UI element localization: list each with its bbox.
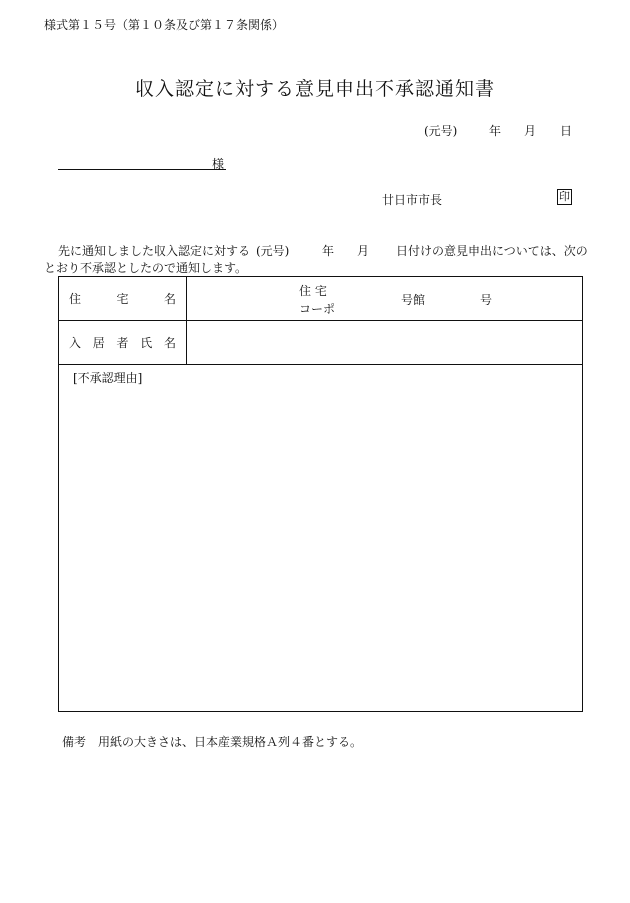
label-char: 居: [92, 336, 105, 350]
note: 備考 用紙の大きさは、日本産業規格Ａ列４番とする。: [62, 735, 363, 749]
addressee-honorific: 様: [212, 157, 225, 171]
label-char: 入: [69, 336, 82, 350]
label-char: 者: [116, 336, 129, 350]
resident-name-cell: [187, 321, 583, 365]
reason-cell: [59, 365, 583, 712]
form-number: 様式第１５号（第１０条及び第１７条関係）: [44, 18, 285, 32]
housing-row: [59, 277, 583, 321]
body-line2: とおり不承認としたので通知します。: [44, 261, 248, 275]
housing-go: 号: [480, 293, 493, 307]
notice-table: [58, 276, 583, 712]
label-char: 宅: [116, 292, 129, 306]
date-year: 年: [489, 124, 502, 138]
seal-mark: 印: [559, 190, 570, 203]
body-rest: 日付けの意見申出については、次の: [396, 244, 588, 258]
housing-gokan: 号館: [401, 293, 426, 307]
body-intro: 先に通知しました収入認定に対する: [58, 244, 251, 258]
label-char: 氏: [140, 336, 153, 350]
label-char: 名: [163, 336, 176, 350]
body-era: (元号): [256, 244, 290, 258]
date-era: (元号): [424, 124, 458, 138]
issuer-name: 廿日市市長: [382, 193, 443, 207]
housing-value-cell: [187, 277, 583, 321]
page-title: 収入認定に対する意見申出不承認通知書: [134, 78, 495, 100]
housing-label: [69, 290, 176, 307]
housing-jutaku: 住 宅: [299, 284, 327, 298]
reason-label: [不承認理由]: [73, 371, 143, 385]
body-month: 月: [357, 244, 370, 258]
date-day: 日: [560, 124, 573, 138]
addressee-line: [58, 169, 226, 170]
resident-label: [69, 334, 176, 351]
label-char: 住: [69, 292, 82, 306]
date-month: 月: [524, 124, 537, 138]
resident-label-cell: [59, 321, 187, 365]
body-year: 年: [322, 244, 335, 258]
housing-label-cell: [59, 277, 187, 321]
label-char: 名: [163, 292, 176, 306]
reason-row: [59, 365, 583, 712]
resident-row: [59, 321, 583, 365]
housing-copo: コーポ: [299, 302, 336, 316]
